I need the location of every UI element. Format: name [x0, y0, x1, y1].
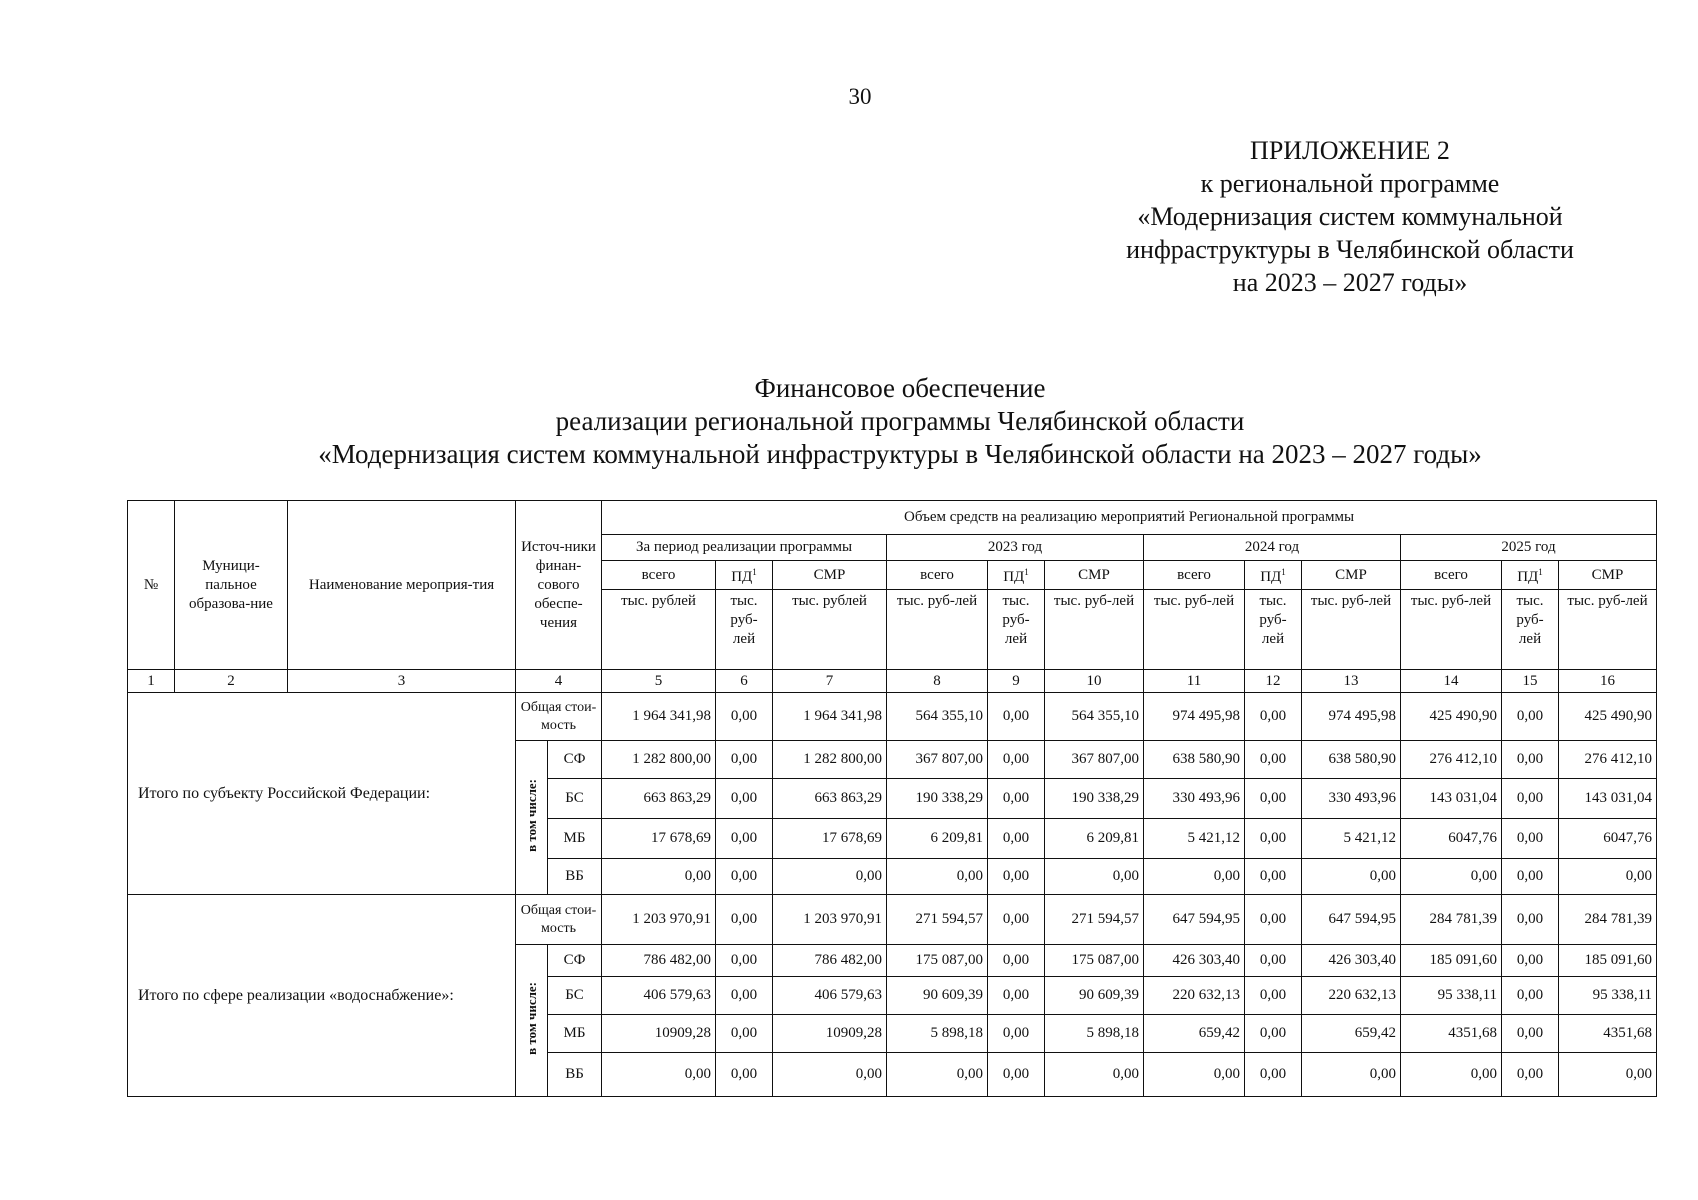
source-code: МБ: [548, 819, 602, 859]
value-cell: 276 412,10: [1559, 741, 1657, 779]
footnote-mark: 1: [1024, 567, 1029, 577]
source-code: БС: [548, 977, 602, 1015]
value-cell: 426 303,40: [1302, 945, 1401, 977]
value-cell: 220 632,13: [1144, 977, 1245, 1015]
value-cell: 6047,76: [1401, 819, 1502, 859]
in-that-number-label: в том числе:: [523, 981, 539, 1055]
col-header-2025: 2025 год: [1401, 535, 1657, 561]
value-cell: 190 338,29: [1045, 779, 1144, 819]
col-header-total: всего: [1401, 561, 1502, 590]
value-cell: 1 203 970,91: [602, 895, 716, 945]
value-cell: 0,00: [1502, 945, 1559, 977]
value-cell: 17 678,69: [602, 819, 716, 859]
value-cell: 426 303,40: [1144, 945, 1245, 977]
appendix-header: [1090, 134, 1610, 299]
column-number: 14: [1401, 670, 1502, 693]
col-header-smr: СМР: [1302, 561, 1401, 590]
value-cell: 0,00: [1245, 1015, 1302, 1053]
col-header-2024: 2024 год: [1144, 535, 1401, 561]
col-header-smr: СМР: [773, 561, 887, 590]
unit-label: тыс. руб-лей: [1045, 590, 1144, 670]
page-number: 30: [848, 84, 872, 109]
pd-label: ПД: [1003, 569, 1025, 585]
value-cell: 0,00: [716, 945, 773, 977]
value-cell: 0,00: [988, 977, 1045, 1015]
value-cell: 0,00: [1245, 859, 1302, 895]
value-cell: 5 898,18: [1045, 1015, 1144, 1053]
value-cell: 974 495,98: [1302, 693, 1401, 741]
value-cell: 647 594,95: [1144, 895, 1245, 945]
table-row-total: [128, 895, 1657, 945]
value-cell: 659,42: [1144, 1015, 1245, 1053]
col-header-source: Источ-ники финан-сового обеспе-чения: [516, 501, 602, 670]
value-cell: 638 580,90: [1144, 741, 1245, 779]
appendix-line: «Модернизация систем коммунальной: [1137, 202, 1563, 231]
value-cell: 663 863,29: [773, 779, 887, 819]
value-cell: 659,42: [1302, 1015, 1401, 1053]
column-number: 15: [1502, 670, 1559, 693]
col-header-smr: СМР: [1559, 561, 1657, 590]
value-cell: 4351,68: [1401, 1015, 1502, 1053]
value-cell: 1 282 800,00: [773, 741, 887, 779]
value-cell: 647 594,95: [1302, 895, 1401, 945]
source-code: СФ: [548, 945, 602, 977]
value-cell: 0,00: [716, 977, 773, 1015]
value-cell: 0,00: [1502, 693, 1559, 741]
unit-label: тыс. руб-лей: [1144, 590, 1245, 670]
title-line: Финансовое обеспечение: [754, 373, 1046, 403]
appendix-line: ПРИЛОЖЕНИЕ 2: [1250, 136, 1450, 165]
col-header-smr: СМР: [1045, 561, 1144, 590]
value-cell: 0,00: [887, 1053, 988, 1097]
value-cell: 0,00: [773, 1053, 887, 1097]
unit-label: тыс. руб-лей: [716, 590, 773, 670]
unit-label: тыс. рублей: [602, 590, 716, 670]
col-header-pd: [1245, 561, 1302, 590]
value-cell: 0,00: [1502, 859, 1559, 895]
value-cell: 0,00: [1502, 741, 1559, 779]
value-cell: 4351,68: [1559, 1015, 1657, 1053]
unit-label: тыс. рублей: [773, 590, 887, 670]
title-line: реализации региональной программы Челябинской области: [555, 406, 1245, 436]
col-header-pd: [988, 561, 1045, 590]
column-number: 8: [887, 670, 988, 693]
col-header-total: всего: [887, 561, 988, 590]
col-header-total: всего: [602, 561, 716, 590]
value-cell: 0,00: [1502, 1053, 1559, 1097]
value-cell: 0,00: [1302, 1053, 1401, 1097]
unit-label: тыс. руб-лей: [1502, 590, 1559, 670]
value-cell: 0,00: [1559, 1053, 1657, 1097]
title-line: «Модернизация систем коммунальной инфраструктуры в Челябинской области на 2023 – 2027 годы»: [318, 439, 1482, 469]
footnote-mark: 1: [1281, 567, 1286, 577]
column-number: 5: [602, 670, 716, 693]
value-cell: 0,00: [716, 819, 773, 859]
value-cell: 276 412,10: [1401, 741, 1502, 779]
value-cell: 0,00: [716, 859, 773, 895]
column-number: 9: [988, 670, 1045, 693]
value-cell: 330 493,96: [1144, 779, 1245, 819]
value-cell: 564 355,10: [1045, 693, 1144, 741]
value-cell: 10909,28: [602, 1015, 716, 1053]
unit-label: тыс. руб-лей: [1302, 590, 1401, 670]
value-cell: 284 781,39: [1559, 895, 1657, 945]
value-cell: 0,00: [1245, 977, 1302, 1015]
in-that-number-label: в том числе:: [523, 778, 539, 852]
in-that-number-cell: [516, 945, 548, 1097]
value-cell: 0,00: [988, 1053, 1045, 1097]
pd-label: ПД: [1260, 569, 1282, 585]
col-header-pd: [716, 561, 773, 590]
total-cost-label: Общая стои-мость: [516, 693, 602, 741]
value-cell: 0,00: [1144, 1053, 1245, 1097]
value-cell: 90 609,39: [1045, 977, 1144, 1015]
value-cell: 1 203 970,91: [773, 895, 887, 945]
value-cell: 0,00: [1245, 895, 1302, 945]
appendix-line: на 2023 – 2027 годы»: [1232, 268, 1468, 297]
footnote-mark: 1: [1538, 567, 1543, 577]
value-cell: 0,00: [1045, 859, 1144, 895]
value-cell: 0,00: [1144, 859, 1245, 895]
value-cell: 0,00: [716, 895, 773, 945]
column-number: 11: [1144, 670, 1245, 693]
value-cell: 367 807,00: [1045, 741, 1144, 779]
footnote-mark: 1: [752, 567, 757, 577]
value-cell: 0,00: [1502, 819, 1559, 859]
value-cell: 0,00: [716, 779, 773, 819]
value-cell: 175 087,00: [1045, 945, 1144, 977]
column-number: 7: [773, 670, 887, 693]
value-cell: 271 594,57: [887, 895, 988, 945]
appendix-line: к региональной программе: [1200, 169, 1500, 198]
value-cell: 0,00: [988, 693, 1045, 741]
value-cell: 0,00: [1245, 693, 1302, 741]
value-cell: 0,00: [716, 1053, 773, 1097]
value-cell: 0,00: [773, 859, 887, 895]
value-cell: 0,00: [716, 1015, 773, 1053]
value-cell: 220 632,13: [1302, 977, 1401, 1015]
col-header-municipality: Муници-пальное образова-ние: [175, 501, 288, 670]
appendix-line: инфраструктуры в Челябинской области: [1126, 235, 1574, 264]
column-number: 6: [716, 670, 773, 693]
value-cell: 425 490,90: [1401, 693, 1502, 741]
value-cell: 0,00: [1502, 1015, 1559, 1053]
source-code: МБ: [548, 1015, 602, 1053]
value-cell: 786 482,00: [602, 945, 716, 977]
pd-label: ПД: [1517, 569, 1539, 585]
value-cell: 0,00: [988, 859, 1045, 895]
value-cell: 0,00: [988, 779, 1045, 819]
pd-label: ПД: [731, 569, 753, 585]
source-code: ВБ: [548, 1053, 602, 1097]
value-cell: 5 421,12: [1144, 819, 1245, 859]
value-cell: 0,00: [1245, 819, 1302, 859]
value-cell: 663 863,29: [602, 779, 716, 819]
value-cell: 17 678,69: [773, 819, 887, 859]
col-header-2023: 2023 год: [887, 535, 1144, 561]
column-number: 1: [128, 670, 175, 693]
value-cell: 0,00: [887, 859, 988, 895]
value-cell: 6 209,81: [887, 819, 988, 859]
source-code: СФ: [548, 741, 602, 779]
value-cell: 10909,28: [773, 1015, 887, 1053]
col-header-total: всего: [1144, 561, 1245, 590]
value-cell: 1 282 800,00: [602, 741, 716, 779]
col-header-event: Наименование мероприя-тия: [288, 501, 516, 670]
value-cell: 0,00: [1245, 779, 1302, 819]
unit-label: тыс. руб-лей: [1245, 590, 1302, 670]
value-cell: 0,00: [1302, 859, 1401, 895]
value-cell: 190 338,29: [887, 779, 988, 819]
source-code: БС: [548, 779, 602, 819]
value-cell: 974 495,98: [1144, 693, 1245, 741]
value-cell: 271 594,57: [1045, 895, 1144, 945]
value-cell: 5 421,12: [1302, 819, 1401, 859]
col-header-pd: [1502, 561, 1559, 590]
value-cell: 95 338,11: [1559, 977, 1657, 1015]
value-cell: 0,00: [1502, 977, 1559, 1015]
value-cell: 0,00: [716, 741, 773, 779]
column-number: 4: [516, 670, 602, 693]
value-cell: 0,00: [1245, 945, 1302, 977]
value-cell: 0,00: [988, 945, 1045, 977]
column-number: 16: [1559, 670, 1657, 693]
value-cell: 6 209,81: [1045, 819, 1144, 859]
value-cell: 143 031,04: [1559, 779, 1657, 819]
value-cell: 0,00: [602, 1053, 716, 1097]
value-cell: 284 781,39: [1401, 895, 1502, 945]
value-cell: 1 964 341,98: [773, 693, 887, 741]
value-cell: 0,00: [1559, 859, 1657, 895]
unit-label: тыс. руб-лей: [1401, 590, 1502, 670]
total-cost-label: Общая стои-мость: [516, 895, 602, 945]
source-code: ВБ: [548, 859, 602, 895]
value-cell: 0,00: [1502, 779, 1559, 819]
value-cell: 330 493,96: [1302, 779, 1401, 819]
value-cell: 564 355,10: [887, 693, 988, 741]
value-cell: 0,00: [1502, 895, 1559, 945]
summary-label: Итого по сфере реализации «водоснабжение»:: [128, 895, 516, 1097]
value-cell: 185 091,60: [1401, 945, 1502, 977]
unit-label: тыс. руб-лей: [1559, 590, 1657, 670]
value-cell: 786 482,00: [773, 945, 887, 977]
value-cell: 0,00: [1401, 859, 1502, 895]
col-header-num: №: [128, 501, 175, 670]
value-cell: 0,00: [988, 819, 1045, 859]
value-cell: 406 579,63: [773, 977, 887, 1015]
value-cell: 0,00: [988, 741, 1045, 779]
unit-label: тыс. руб-лей: [988, 590, 1045, 670]
value-cell: 0,00: [988, 1015, 1045, 1053]
value-cell: 175 087,00: [887, 945, 988, 977]
column-number: 3: [288, 670, 516, 693]
value-cell: 0,00: [1245, 741, 1302, 779]
in-that-number-cell: [516, 741, 548, 895]
value-cell: 0,00: [716, 693, 773, 741]
value-cell: 367 807,00: [887, 741, 988, 779]
value-cell: 6047,76: [1559, 819, 1657, 859]
col-header-volume: Объем средств на реализацию мероприятий Региональной программы: [602, 501, 1657, 535]
value-cell: 1 964 341,98: [602, 693, 716, 741]
value-cell: 0,00: [1045, 1053, 1144, 1097]
value-cell: 90 609,39: [887, 977, 988, 1015]
value-cell: 425 490,90: [1559, 693, 1657, 741]
column-number: 12: [1245, 670, 1302, 693]
value-cell: 5 898,18: [887, 1015, 988, 1053]
value-cell: 185 091,60: [1559, 945, 1657, 977]
summary-label: Итого по субъекту Российской Федерации:: [128, 693, 516, 895]
value-cell: 0,00: [1401, 1053, 1502, 1097]
value-cell: 0,00: [1245, 1053, 1302, 1097]
value-cell: 406 579,63: [602, 977, 716, 1015]
column-number: 2: [175, 670, 288, 693]
column-number: 10: [1045, 670, 1144, 693]
value-cell: 0,00: [988, 895, 1045, 945]
value-cell: 0,00: [602, 859, 716, 895]
unit-label: тыс. руб-лей: [887, 590, 988, 670]
value-cell: 95 338,11: [1401, 977, 1502, 1015]
document-title: [200, 372, 1600, 471]
value-cell: 638 580,90: [1302, 741, 1401, 779]
value-cell: 143 031,04: [1401, 779, 1502, 819]
column-number: 13: [1302, 670, 1401, 693]
col-header-period: За период реализации программы: [602, 535, 887, 561]
table-row-total: [128, 693, 1657, 741]
financing-table: [127, 500, 1657, 1097]
